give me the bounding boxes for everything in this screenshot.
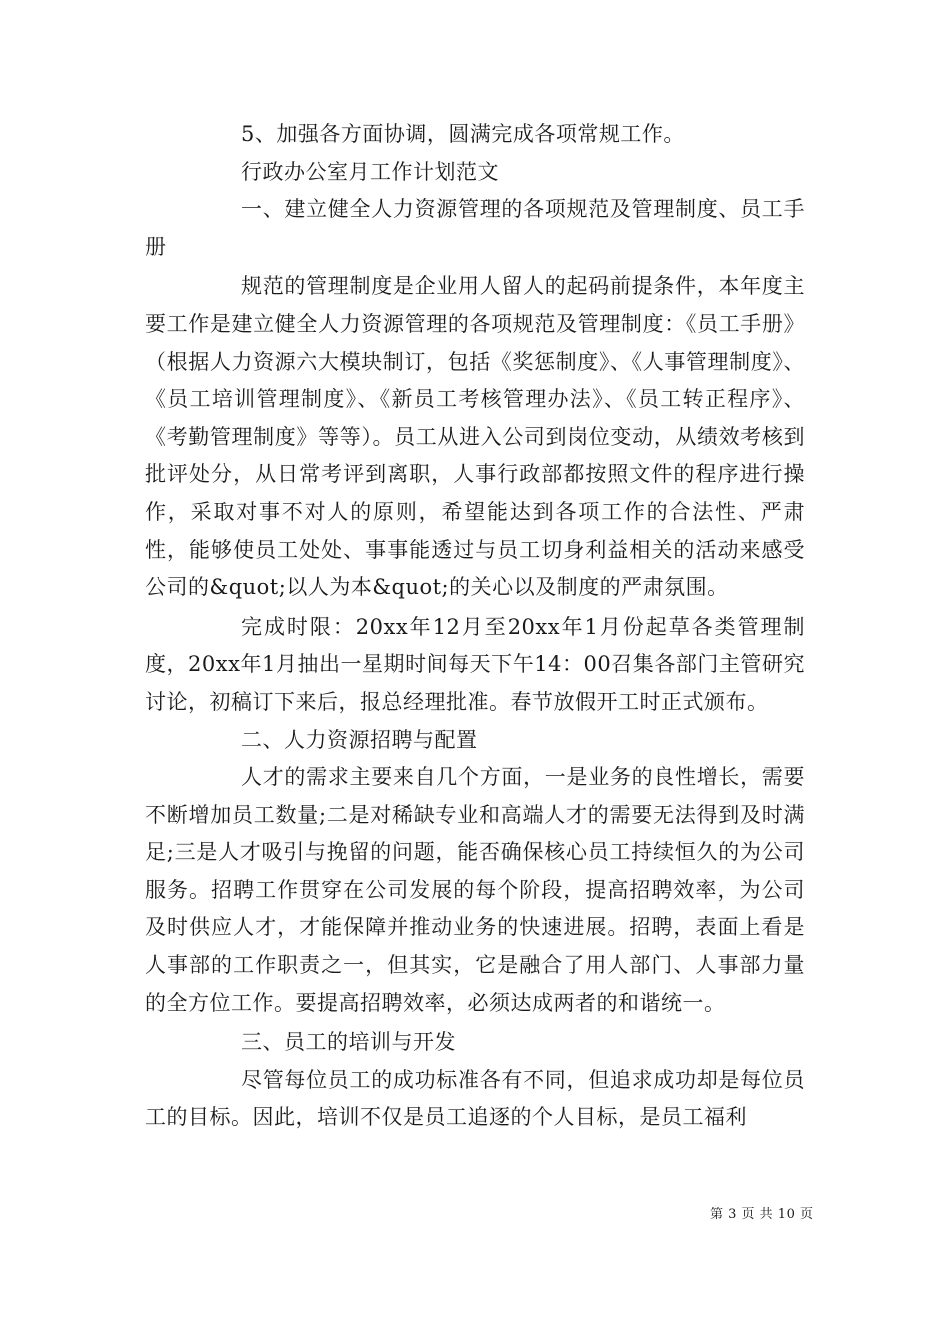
list-item-5: 5、加强各方面协调，圆满完成各项常规工作。: [241, 122, 685, 146]
page-number-footer: 第 3 页 共 10 页: [710, 1207, 814, 1222]
document-title: 行政办公室月工作计划范文: [241, 159, 499, 184]
section-1-deadline: 完成时限：20xx年12月至20xx年1月份起草各类管理制度，20xx年1月抽出一星期时间每天下午14：00召集各部门主管研究讨论，初稿订下来后，报总经理批准。春节放假开工时正式颁布。: [145, 614, 805, 714]
section-2-body: 人才的需求主要来自几个方面，一是业务的良性增长，需要不断增加员工数量;二是对稀缺专业和高端人才的需要无法得到及时满足;三是人才吸引与挽留的问题，能否确保核心员工持续恒久的为公司服务。招聘工作贯穿在公司发展的每个阶段，提高招聘效率，为公司及时供应人才，才能保障并推动业务的快速进展。招聘，表面上看是人事部的工作职责之一，但其实，它是融合了用人部门、人事部力量的全方位工作。要提高招聘效率，必须达成两者的和谐统一。: [145, 765, 805, 1015]
section-2-heading: 二、人力资源招聘与配置: [241, 727, 478, 752]
section-1-body: 规范的管理制度是企业用人留人的起码前提条件，本年度主要工作是建立健全人力资源管理的各项规范及管理制度：《员工手册》（根据人力资源六大模块制订，包括《奖惩制度》、《人事管理制度》、《员工培训管理制度》、《新员工考核管理办法》、《员工转正程序》、《考勤管理制度》等等）。员工从进入公司到岗位变动，从绩效考核到批评处分，从日常考评到离职，人事行政部都按照文件的程序进行操作，采取对事不对人的原则，希望能达到各项工作的合法性、严肃性，能够使员工处处、事事能透过与员工切身利益相关的活动来感受公司的&quot;以人为本&quot;的关心以及制度的严肃氛围。: [145, 274, 805, 600]
section-1-heading: 一、建立健全人力资源管理的各项规范及管理制度、员工手册: [145, 197, 805, 259]
document-body: [145, 116, 805, 1137]
section-3-heading: 三、员工的培训与开发: [241, 1030, 456, 1055]
section-3-body: 尽管每位员工的成功标准各有不同，但追求成功却是每位员工的目标。因此，培训不仅是员工追逐的个人目标，是员工福利: [145, 1067, 805, 1130]
